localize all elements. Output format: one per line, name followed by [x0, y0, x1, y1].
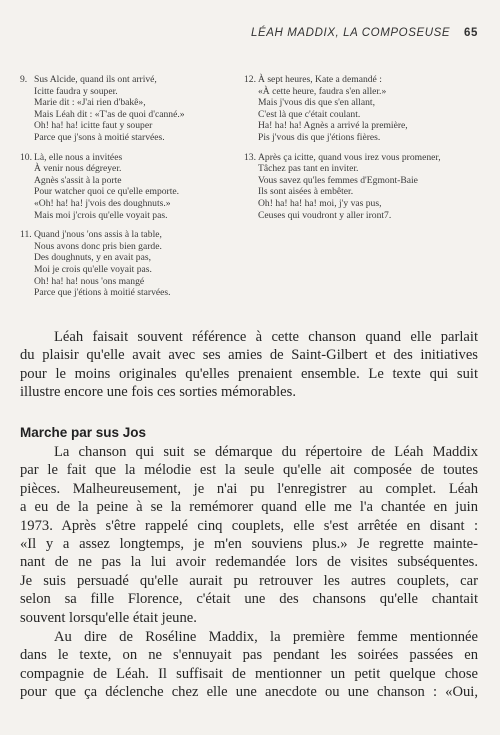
text-line: pièces. Malheureusement, je n'ai pu l'enregistrer au complet. Léah — [20, 480, 478, 497]
stanza-line: Ha! ha! ha! Agnès a arrivé la première, — [258, 120, 408, 132]
text-line: illustre encore une fois ces sorties mémorables. — [20, 384, 296, 401]
stanza-line: Parce que j'sons à moitié starvées. — [34, 131, 165, 143]
stanza-line: Quand j'nous 'ons assis à la table, — [34, 229, 162, 241]
stanza-number: 9. — [20, 74, 28, 85]
stanza-line: «Oh! ha! ha! j'vois des doughnuts.» — [34, 197, 171, 209]
text-line: «Il y a assez longtemps, je m'en souviens plus.» Je regrette mainte- — [20, 536, 478, 553]
song-stanza — [244, 152, 484, 222]
stanza-line: Pour watcher quoi ce qu'elle emporte. — [34, 186, 180, 198]
stanza-line: Agnès s'assit à la porte — [34, 174, 122, 186]
text-line: dans le texte, on ne s'ennuyait pas pendant les soirées passées en — [20, 647, 478, 664]
stanza-line: Parce que j'étions à moitié starvées. — [34, 287, 171, 299]
paragraph-song-description — [20, 443, 478, 627]
text-line: nant de ne pas la lui avoir redemandée lors de visites subséquentes. — [20, 554, 478, 571]
stanza-line: Oh! ha! ha! icitte faut y souper — [34, 120, 153, 132]
stanza-line: Nous avons donc pris bien garde. — [34, 240, 162, 252]
stanza-line: Mais moi j'crois qu'elle voyait pas. — [34, 209, 168, 221]
stanza-number: 10. — [20, 151, 32, 163]
song-column-left — [20, 74, 235, 307]
stanza-line: Mais Léah dit : «T'as de quoi d'canné.» — [34, 108, 185, 120]
song-stanza — [244, 74, 484, 144]
stanza-line: Oh! ha! ha! ha! moi, j'y vas pus, — [258, 197, 382, 209]
stanza-line: Sus Alcide, quand ils ont arrivé, — [34, 74, 157, 85]
stanza-line: Après ça icitte, quand vous irez vous promener, — [258, 151, 441, 163]
paragraph-intro — [20, 328, 478, 402]
text-line: Au dire de Roséline Maddix, la première femme mentionnée — [54, 629, 478, 645]
stanza-line: À venir nous dégreyer. — [34, 163, 122, 175]
stanza-line: Ils sont aisées à embêter. — [258, 186, 354, 198]
stanza-line: Marie dit : «J'ai rien d'bakê», — [34, 97, 146, 109]
text-line: 1973. Après s'être rappelé cinq couplets, elle s'est arrêtée en disant : — [20, 517, 478, 534]
text-line: souvent lorsqu'elle était jeune. — [20, 609, 197, 626]
stanza-line: Là, elle nous a invitées — [34, 151, 123, 163]
paragraph-roseline — [20, 628, 478, 702]
text-line: pour le moins originales qu'elles prenaient ensemble. Le texte qui suit — [20, 365, 478, 382]
song-column-right — [244, 74, 484, 229]
stanza-line: C'est là que c'était coulant. — [258, 108, 361, 120]
text-line: a eu de la peine à se la remémorer quand elle me l'a chantée en juin — [20, 499, 478, 516]
stanza-number: 11. — [20, 229, 32, 241]
text-line: La chanson qui suit se démarque du répertoire de Léah Maddix — [54, 444, 478, 460]
stanza-line: «À cette heure, faudra s'en aller.» — [258, 85, 387, 97]
stanza-number: 13. — [244, 151, 256, 163]
page-number: 65 — [464, 27, 478, 39]
stanza-line: Des doughnuts, y en avait pas, — [34, 252, 151, 264]
stanza-line: Ceuses qui voudront y aller iront7. — [258, 209, 392, 221]
stanza-line: Vous savez qu'les femmes d'Egmont-Baie — [258, 174, 418, 186]
chapter-title: LÉAH MADDIX, LA COMPOSEUSE — [250, 27, 451, 39]
section-heading: Marche par sus Jos — [20, 425, 147, 440]
text-line: par le fait que la mélodie est la seule qu'elle ait composée de toutes — [20, 462, 478, 479]
song-stanza — [20, 74, 235, 144]
text-line: Je suis persuadé qu'elle aurait pu retrouver les autres couplets, car — [20, 572, 478, 589]
text-line: selon sa fille Florence, c'était une des chansons qu'elle chantait — [20, 591, 478, 608]
running-head — [250, 27, 478, 39]
stanza-line: Icitte faudra y souper. — [34, 85, 118, 97]
stanza-line: Moi je crois qu'elle voyait pas. — [34, 263, 152, 275]
stanza-line: Mais j'vous dis que s'en allant, — [258, 97, 375, 109]
song-stanza — [20, 152, 235, 222]
text-line: Léah faisait souvent référence à cette chanson quand elle parlait — [54, 329, 478, 345]
text-line: du plaisir qu'elle avait avec ses amies de Saint-Gilbert et des initiatives — [20, 347, 478, 364]
stanza-line: À sept heures, Kate a demandé : — [258, 74, 382, 85]
stanza-line: Pis j'vous dis que j'étions fières. — [258, 131, 381, 143]
song-stanza — [20, 229, 235, 299]
stanza-line: Oh! ha! ha! nous 'ons mangé — [34, 275, 145, 287]
stanza-line: Tâchez pas tant en inviter. — [258, 163, 359, 175]
text-line: pour que ça déclenche chez elle une anecdote ou une chanson : «Oui, — [20, 684, 478, 701]
text-line: compagnie de Léah. Il suffisait de mentionner un petit quelque chose — [20, 665, 478, 682]
stanza-number: 12. — [244, 74, 256, 85]
